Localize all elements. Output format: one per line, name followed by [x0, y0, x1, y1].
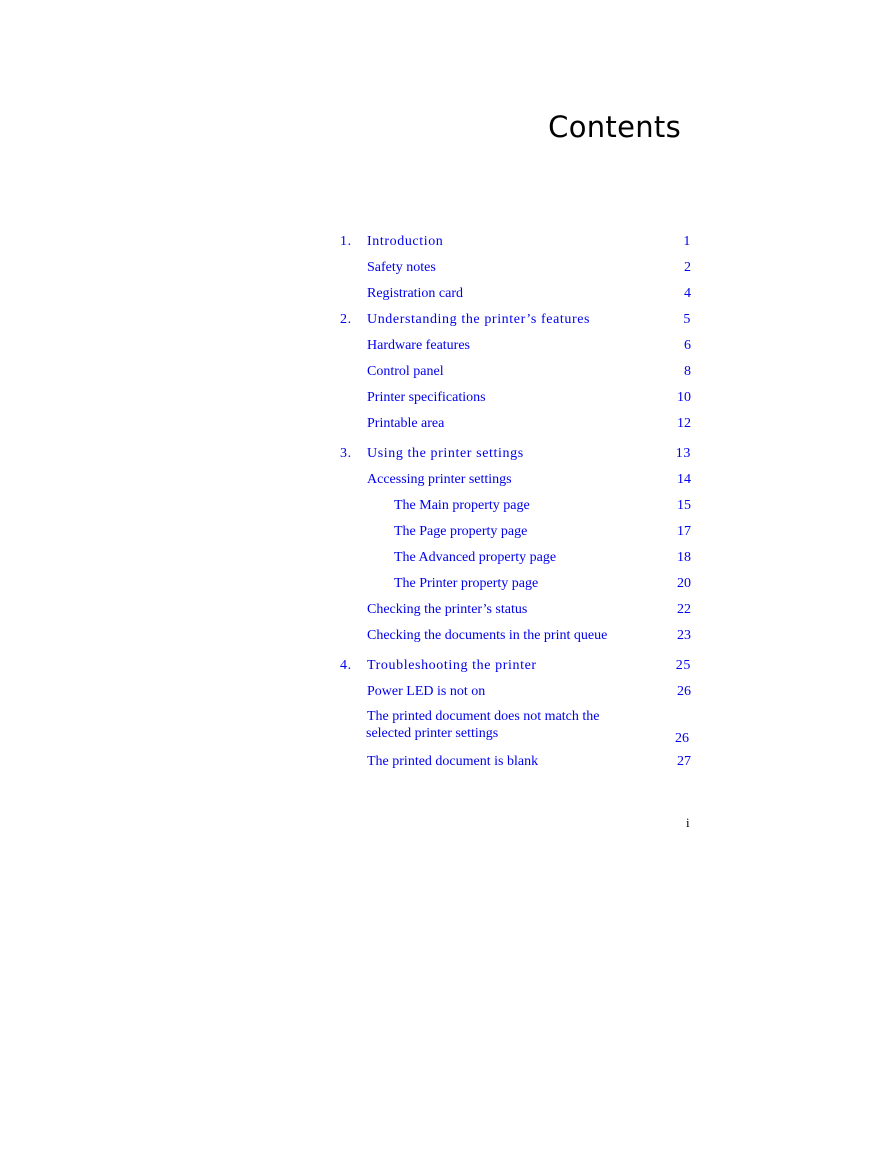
toc-entry-accessing-printer-settings[interactable] [340, 470, 692, 496]
chapter-number: 3. [340, 446, 352, 461]
toc-entry-label: Understanding the printer’s features [367, 312, 591, 327]
toc-page-number: 13 [675, 446, 691, 461]
toc-entry-label: Printable area [367, 416, 445, 431]
toc-page-number: 14 [677, 472, 691, 487]
toc-entry-label: Using the printer settings [367, 446, 524, 461]
toc-entry-label: Troubleshooting the printer [367, 658, 537, 673]
toc-page-number: 12 [677, 416, 691, 431]
toc-page-number: 6 [684, 338, 691, 353]
toc-entry-document-mismatch[interactable] [340, 708, 692, 752]
toc-chapter-4[interactable] [340, 656, 692, 682]
toc-entry-label: Accessing printer settings [367, 472, 512, 487]
toc-entry-label: The Main property page [394, 498, 530, 513]
toc-entry-label: Checking the printer’s status [367, 602, 528, 617]
toc-entry-control-panel[interactable] [340, 362, 692, 388]
toc-entry-printer-property-page[interactable] [340, 574, 692, 600]
toc-entry-label: Introduction [367, 234, 444, 249]
toc-entry-label: The printed document does not match the selected printer settings [366, 709, 600, 741]
footer-page-number: i [686, 815, 690, 830]
toc-page-number: 4 [684, 286, 691, 301]
toc-chapter-3[interactable] [340, 444, 692, 470]
toc-entry-printable-area[interactable] [340, 414, 692, 440]
chapter-number: 4. [340, 658, 352, 673]
toc-entry-label: The printed document is blank [367, 754, 539, 769]
toc-entry-registration-card[interactable] [340, 284, 692, 310]
toc-entry-label: The Printer property page [394, 576, 539, 591]
toc-entry-page-property-page[interactable] [340, 522, 692, 548]
toc-entry-label: Hardware features [367, 338, 470, 353]
toc-page-number: 26 [677, 684, 691, 699]
toc-entry-printer-specifications[interactable] [340, 388, 692, 414]
toc-entry-label: Checking the documents in the print queue [367, 628, 608, 643]
toc-entry-safety-notes[interactable] [340, 258, 692, 284]
toc-page-number: 22 [677, 602, 691, 617]
toc-entry-hardware-features[interactable] [340, 336, 692, 362]
toc-page-number: 27 [677, 754, 691, 769]
toc-entry-label: The Page property page [394, 524, 528, 539]
toc-chapter-2[interactable] [340, 310, 692, 336]
toc-entry-power-led-not-on[interactable] [340, 682, 692, 708]
toc-entry-label: The Advanced property page [394, 550, 557, 565]
chapter-number: 1. [340, 234, 352, 249]
toc-entry-checking-print-queue[interactable] [340, 626, 692, 652]
toc-page-number: 26 [675, 731, 689, 746]
toc-page-number: 23 [677, 628, 691, 643]
toc-page-number: 10 [677, 390, 691, 405]
toc-page-number: 2 [684, 260, 691, 275]
toc-entry-advanced-property-page[interactable] [340, 548, 692, 574]
toc-entry-label: Safety notes [367, 260, 436, 275]
table-of-contents [340, 232, 692, 778]
toc-page-number: 20 [677, 576, 691, 591]
toc-entry-label: Power LED is not on [367, 684, 486, 699]
toc-entry-label: Control panel [367, 364, 444, 379]
toc-page-number: 25 [675, 658, 691, 673]
toc-chapter-1[interactable] [340, 232, 692, 258]
toc-page-number: 8 [684, 364, 691, 379]
toc-page-number: 1 [683, 234, 691, 249]
toc-entry-main-property-page[interactable] [340, 496, 692, 522]
toc-entry-label: Registration card [367, 286, 464, 301]
chapter-number: 2. [340, 312, 352, 327]
toc-page-number: 18 [677, 550, 691, 565]
toc-page-number: 5 [683, 312, 691, 327]
page-title: Contents [548, 110, 681, 144]
toc-entry-document-blank[interactable] [340, 752, 692, 778]
toc-entry-label: Printer specifications [367, 390, 486, 405]
toc-page-number: 17 [677, 524, 691, 539]
toc-page-number: 15 [677, 498, 691, 513]
toc-entry-checking-printer-status[interactable] [340, 600, 692, 626]
